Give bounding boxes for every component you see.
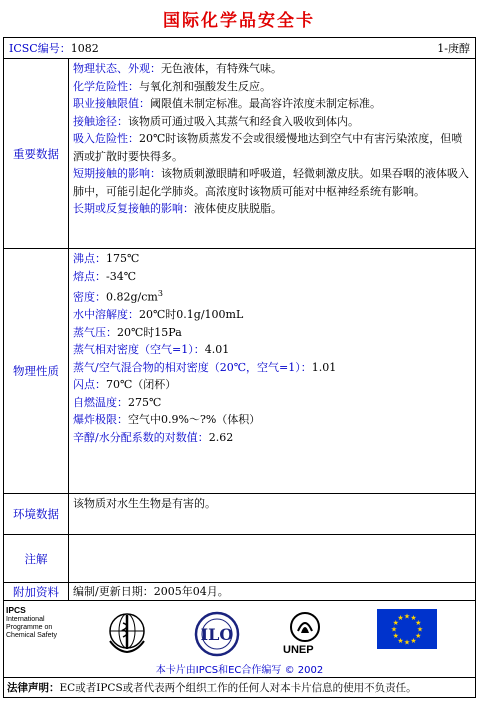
physical-item bbox=[73, 394, 471, 412]
eu-star-icon: ★ bbox=[415, 619, 422, 627]
important-item-label: 长期或反复接触的影响： bbox=[73, 202, 194, 215]
important-item-text: 无色液体，有特殊气味。 bbox=[161, 62, 282, 75]
important-item-label: 接触途径： bbox=[73, 114, 128, 128]
eu-flag-icon bbox=[377, 609, 437, 649]
extra-info-section bbox=[4, 583, 475, 601]
extra-info-text: 编制/更新日期：2005年04月。 bbox=[73, 585, 229, 598]
who-emblem-icon bbox=[107, 611, 147, 653]
important-item bbox=[73, 113, 471, 131]
physical-item-text: -34℃ bbox=[106, 269, 137, 283]
important-item-text: 与氧化剂和强酸发生反应。 bbox=[139, 79, 271, 93]
physical-item-sup: 3 bbox=[157, 289, 163, 298]
header-row bbox=[4, 38, 475, 59]
physical-item-text: 0.82g/cm bbox=[106, 290, 158, 304]
physical-item-text: 175℃ bbox=[106, 252, 140, 265]
notes-label: 注解 bbox=[4, 535, 69, 582]
environment-section bbox=[4, 494, 475, 535]
important-item-label: 物理状态、外观： bbox=[73, 62, 161, 75]
physical-item-label: 自燃温度： bbox=[73, 395, 128, 409]
important-item bbox=[73, 60, 471, 78]
icsc-number: 1082 bbox=[70, 42, 99, 55]
cooperation-footer: 本卡片由IPCS和EC合作编写 © 2002 bbox=[155, 665, 324, 676]
physical-item-text: 4.01 bbox=[204, 343, 230, 357]
safety-card bbox=[3, 37, 476, 698]
physical-item-label: 闪点： bbox=[73, 378, 106, 392]
eu-star-icon: ★ bbox=[410, 614, 417, 623]
physical-item bbox=[73, 250, 471, 268]
eu-star-icon: ★ bbox=[390, 625, 398, 634]
physical-item-label: 水中溶解度： bbox=[73, 308, 139, 322]
eu-star-icon: ★ bbox=[403, 638, 411, 647]
physical-item bbox=[73, 376, 471, 394]
eu-star-icon: ★ bbox=[403, 612, 411, 621]
svg-text:ILO: ILO bbox=[200, 625, 234, 644]
chemical-name: 1-庚醇 bbox=[437, 42, 470, 55]
eu-star-icon: ★ bbox=[410, 636, 417, 645]
physical-item bbox=[73, 359, 471, 377]
physical-item-text: 1.01 bbox=[311, 360, 337, 374]
ilo-emblem-icon bbox=[194, 611, 240, 657]
physical-item-text: 70℃（闭杯） bbox=[106, 378, 177, 392]
important-item-text: 该物质可通过吸入其蒸气和经食入吸收到体内。 bbox=[128, 114, 359, 128]
eu-star-icon: ★ bbox=[392, 632, 399, 640]
physical-properties-label: 物理性质 bbox=[4, 249, 69, 493]
extra-info-label: 附加资料 bbox=[4, 583, 69, 600]
physical-item-text: 20℃时15Pa bbox=[117, 325, 182, 339]
eu-star-icon: ★ bbox=[415, 632, 422, 640]
important-data-content bbox=[69, 59, 475, 248]
important-item bbox=[73, 78, 471, 96]
important-item bbox=[73, 200, 471, 218]
environment-label: 环境数据 bbox=[4, 494, 69, 534]
physical-item bbox=[73, 285, 471, 306]
important-item bbox=[73, 165, 471, 200]
physical-item bbox=[73, 411, 471, 429]
important-item-label: 化学危险性： bbox=[73, 79, 139, 93]
card-title: 国际化学品安全卡 bbox=[163, 11, 315, 31]
important-item-label: 吸入危险性： bbox=[73, 132, 139, 145]
physical-item-label: 沸点： bbox=[73, 252, 106, 265]
important-data-label: 重要数据 bbox=[4, 59, 69, 248]
physical-properties-section bbox=[4, 249, 475, 494]
icsc-label: ICSC编号： bbox=[9, 42, 71, 55]
physical-item-label: 辛醇/水分配系数的对数值： bbox=[73, 430, 209, 444]
important-item-label: 短期接触的影响： bbox=[73, 167, 161, 180]
legal-notice-row bbox=[4, 678, 475, 697]
important-item-text: 阈限值未制定标准。最高容许浓度未制定标准。 bbox=[150, 97, 381, 110]
unep-label: UNEP bbox=[283, 644, 314, 656]
eu-star-icon: ★ bbox=[392, 619, 399, 627]
important-item-text: 该物质刺激眼睛和呼吸道，轻微刺激皮肤。如果吞咽的液体吸入肺中，可能引起化学肺炎。高浓度时该物质可能对中枢神经系统有影响。 bbox=[73, 167, 469, 198]
physical-item-label: 熔点： bbox=[73, 269, 106, 283]
physical-item-text: 275℃ bbox=[128, 395, 162, 409]
eu-star-icon: ★ bbox=[416, 625, 424, 634]
legal-text: EC或者IPCS或者代表两个组织工作的任何人对本卡片信息的使用不负责任。 bbox=[59, 682, 417, 694]
physical-item-label: 蒸气压： bbox=[73, 325, 117, 339]
physical-item bbox=[73, 341, 471, 359]
physical-properties-content bbox=[69, 249, 475, 493]
physical-item-text: 2.62 bbox=[208, 430, 234, 444]
eu-star-icon: ★ bbox=[397, 614, 404, 623]
physical-item-text: 20℃时0.1g/100mL bbox=[139, 308, 244, 322]
important-item-text: 液体使皮肤脱脂。 bbox=[194, 202, 282, 215]
notes-text bbox=[69, 535, 475, 582]
notes-section bbox=[4, 535, 475, 583]
important-item-text: 20℃时该物质蒸发不会或很缓慢地达到空气中有害污染浓度，但喷洒或扩散时要快得多。 bbox=[73, 132, 463, 163]
physical-item-label: 密度： bbox=[73, 290, 106, 304]
important-item bbox=[73, 95, 471, 113]
legal-label: 法律声明： bbox=[7, 682, 60, 694]
eu-star-icon: ★ bbox=[397, 636, 404, 645]
important-item-label: 职业接触限值： bbox=[73, 97, 150, 110]
environment-text: 该物质对水生生物是有害的。 bbox=[73, 497, 216, 510]
physical-item bbox=[73, 429, 471, 447]
physical-item-label: 蒸气/空气混合物的相对密度（20℃，空气=1）： bbox=[73, 360, 312, 374]
important-data-section bbox=[4, 59, 475, 249]
physical-item bbox=[73, 268, 471, 286]
important-item bbox=[73, 130, 471, 165]
physical-item-label: 爆炸极限： bbox=[73, 413, 128, 427]
logos-row bbox=[4, 601, 475, 678]
physical-item bbox=[73, 306, 471, 324]
physical-item-text: 空气中0.9%～?%（体积） bbox=[128, 413, 261, 427]
ipcs-title: IPCS bbox=[6, 605, 26, 615]
ipcs-logo: IPCS International Programme on Chemical Safety bbox=[6, 605, 57, 639]
physical-item bbox=[73, 324, 471, 342]
physical-item-label: 蒸气相对密度（空气=1）： bbox=[73, 343, 205, 357]
unep-emblem-icon bbox=[287, 611, 323, 643]
